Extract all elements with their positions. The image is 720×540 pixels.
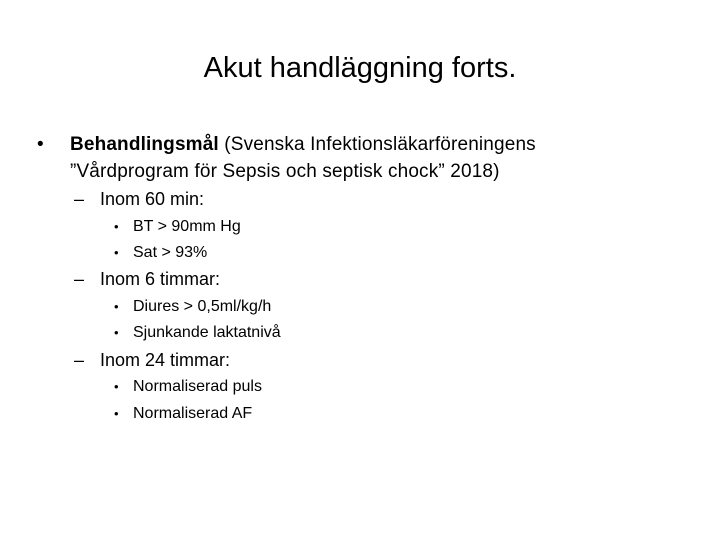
list-item: [114, 323, 281, 343]
list-item: [114, 377, 262, 397]
bullet-icon: •: [114, 379, 119, 394]
main-bullet-text: (Svenska Infektionsläkarföreningens: [218, 134, 536, 155]
bullet-icon: •: [114, 325, 119, 340]
bullet-icon: •: [114, 406, 119, 421]
group-label-24-timmar: [74, 348, 231, 372]
bullet-icon: •: [114, 299, 119, 314]
group-label-6-timmar: [74, 267, 221, 291]
list-item-text: Sat > 93%: [133, 244, 208, 261]
main-bullet: [37, 131, 670, 185]
bullet-icon: •: [114, 219, 119, 234]
group-label: Inom 24 timmar:: [100, 350, 231, 370]
dash-icon: –: [74, 350, 85, 370]
slide-title: Akut handläggning forts.: [203, 52, 517, 84]
group-label-60-min: [74, 187, 205, 211]
list-item: [114, 297, 272, 317]
list-item: [114, 404, 253, 424]
dash-icon: –: [74, 189, 85, 209]
main-bullet-bold-text: Behandlingsmål: [70, 134, 219, 155]
dash-icon: –: [74, 269, 85, 289]
main-bullet-text-line2: ”Vårdprogram för Sepsis och septisk chock” 2018): [70, 161, 500, 182]
list-item-text: Sjunkande laktatnivå: [133, 324, 281, 341]
bullet-icon: •: [37, 134, 44, 155]
list-item: [114, 217, 241, 237]
group-label: Inom 6 timmar:: [100, 269, 221, 289]
list-item-text: Normaliserad puls: [133, 378, 262, 395]
bullet-icon: •: [114, 245, 119, 260]
list-item: [114, 243, 208, 263]
list-item-text: BT > 90mm Hg: [133, 218, 241, 235]
list-item-text: Diures > 0,5ml/kg/h: [133, 298, 272, 315]
group-label: Inom 60 min:: [100, 189, 205, 209]
list-item-text: Normaliserad AF: [133, 405, 253, 422]
